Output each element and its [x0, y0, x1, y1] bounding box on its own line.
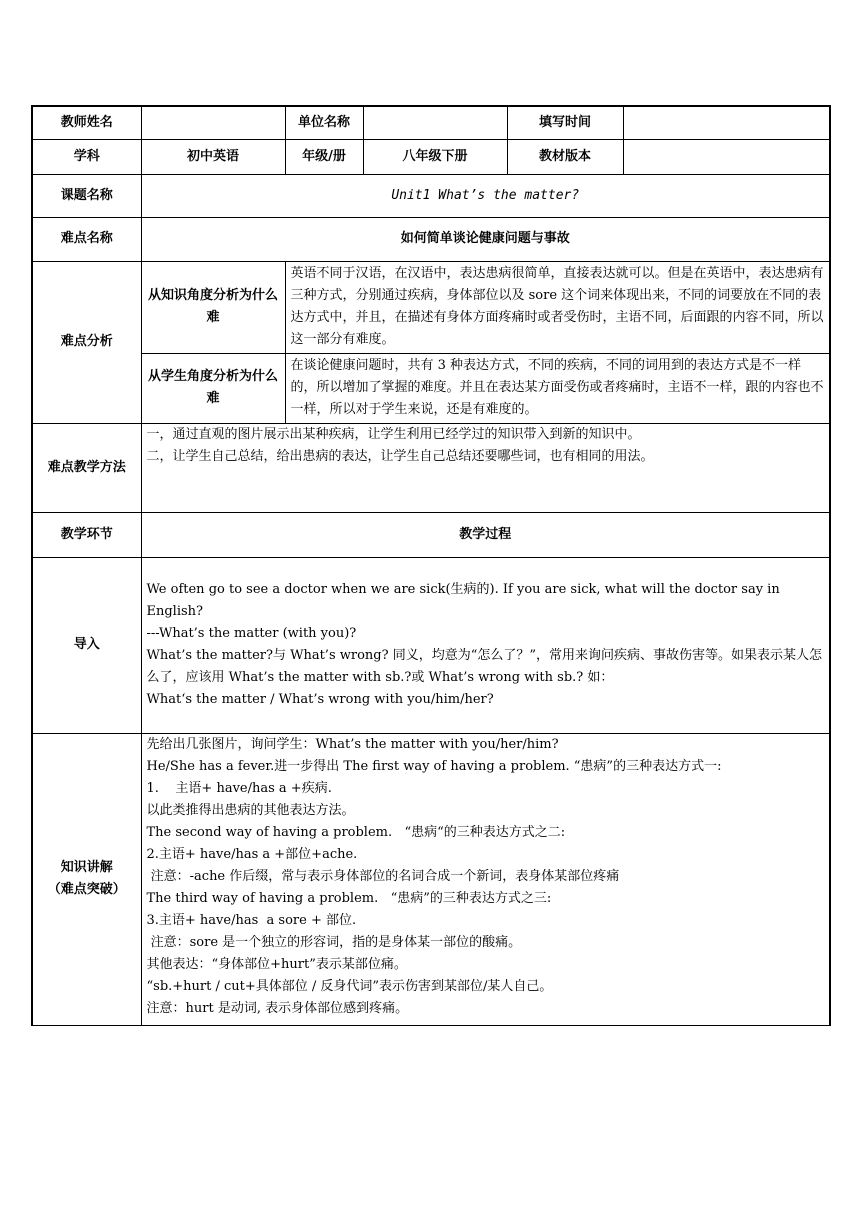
process-step-label: 教学环节 [32, 512, 141, 557]
knowledge-line-12: “sb.+hurt / cut+具体部位 / 反身代词”表示伤害到某部位/某人自己。 [146, 978, 553, 994]
analysis-knowledge-row [32, 261, 830, 353]
knowledge-content [141, 733, 830, 1025]
analysis-label: 难点分析 [32, 261, 141, 423]
topic-row [32, 174, 830, 217]
grade-value: 八年级下册 [363, 139, 507, 174]
knowledge-angle-label: 从知识角度分析为什么难 [141, 261, 285, 353]
process-header-row [32, 512, 830, 557]
intro-row [32, 557, 830, 733]
unit-name-label: 单位名称 [285, 106, 363, 139]
intro-content [141, 557, 830, 733]
process-title: 教学过程 [141, 512, 830, 557]
topic-label: 课题名称 [32, 174, 141, 217]
knowledge-line-13: 注意：hurt 是动词, 表示身体部位感到疼痛。 [146, 1000, 409, 1016]
analysis-student-row [32, 353, 830, 423]
student-angle-label: 从学生角度分析为什么难 [141, 353, 285, 423]
knowledge-line-7: 注意：-ache 作后缀，常与表示身体部位的名词合成一个新词，表身体某部位疼痛 [146, 868, 620, 884]
knowledge-line-11: 其他表达：“身体部位+hurt”表示某部位痛。 [146, 956, 407, 972]
intro-line-2: ---What’s the matter (with you)? [146, 626, 357, 641]
subject-label: 学科 [32, 139, 141, 174]
difficulty-name-label: 难点名称 [32, 217, 141, 261]
knowledge-row [32, 733, 830, 1025]
method-line-2: 二，让学生自己总结，给出患病的表达，让学生自己总结还要哪些词，也有相同的用法。 [146, 448, 654, 464]
method-label: 难点教学方法 [32, 423, 141, 512]
fill-time-value[interactable] [623, 106, 830, 139]
fill-time-label: 填写时间 [507, 106, 623, 139]
header-row [32, 106, 830, 139]
teacher-name-value[interactable] [141, 106, 285, 139]
topic-value: Unit1 What’s the matter? [141, 174, 830, 217]
student-angle-text: 在谈论健康问题时，共有 3 种表达方式，不同的疾病，不同的词用到的表达方式是不一样的，所以增加了掌握的难度。并且在表达某方面受伤或者疼痛时，主语不一样，跟的内容也不一样，所以对于学生来说，还是有难度的。 [285, 353, 830, 423]
unit-name-value[interactable] [363, 106, 507, 139]
difficulty-name-row [32, 217, 830, 261]
knowledge-line-2: He/She has a fever.进一步得出 The first way of having a problem. “患病”的三种表达方式一: [146, 758, 722, 774]
method-content [141, 423, 830, 512]
knowledge-label-line-2: （难点突破） [47, 882, 126, 897]
method-row [32, 423, 830, 512]
knowledge-line-9: 3.主语+ have/has a sore + 部位. [146, 912, 357, 928]
knowledge-line-6: 2.主语+ have/has a +部位+ache. [146, 846, 358, 862]
intro-line-4: What‘s the matter / What’s wrong with you/him/her? [146, 692, 494, 707]
knowledge-line-3: 1. 主语+ have/has a +疾病. [146, 780, 332, 796]
grade-label: 年级/册 [285, 139, 363, 174]
knowledge-label [32, 733, 141, 1025]
subject-value: 初中英语 [141, 139, 285, 174]
method-line-1: 一，通过直观的图片展示出某种疾病，让学生利用已经学过的知识带入到新的知识中。 [146, 426, 641, 442]
intro-line-1: We often go to see a doctor when we are sick(生病的). If you are sick, what will the doctor say in English? [146, 582, 784, 619]
teacher-name-label: 教师姓名 [32, 106, 141, 139]
subject-row [32, 139, 830, 174]
edition-label: 教材版本 [507, 139, 623, 174]
difficulty-name-value: 如何简单谈论健康问题与事故 [141, 217, 830, 261]
intro-label: 导入 [32, 557, 141, 733]
knowledge-angle-text: 英语不同于汉语，在汉语中，表达患病很简单，直接表达就可以。但是在英语中，表达患病有三种方式，分别通过疾病，身体部位以及 sore 这个词来体现出来，不同的词要放在不同的表达方式中，并且，在描述有身体方面疼痛时或者受伤时，主语不同，后面跟的内容不同，所以这一部分有难度。 [285, 261, 830, 353]
knowledge-line-10: 注意：sore 是一个独立的形容词，指的是身体某一部位的酸痛。 [146, 934, 522, 950]
intro-line-3: What’s the matter?与 What’s wrong? 同义，均意为“怎么了？”，常用来询问疾病、事故伤害等。如果表示某人怎么了，应该用 What’s the matter with sb.?或 What’s wrong with sb.? 如： [146, 648, 823, 685]
lesson-plan-table [31, 105, 831, 1026]
knowledge-line-8: The third way of having a problem. “患病”的三种表达方式之三: [146, 890, 552, 906]
knowledge-label-line-1: 知识讲解 [60, 860, 113, 875]
knowledge-line-4: 以此类推得出患病的其他表达方法。 [146, 802, 355, 818]
knowledge-line-5: The second way of having a problem. “患病“的三种表达方式之二: [146, 824, 566, 840]
knowledge-line-1: 先给出几张图片，询问学生：What’s the matter with you/her/him? [146, 736, 559, 752]
edition-value[interactable] [623, 139, 830, 174]
